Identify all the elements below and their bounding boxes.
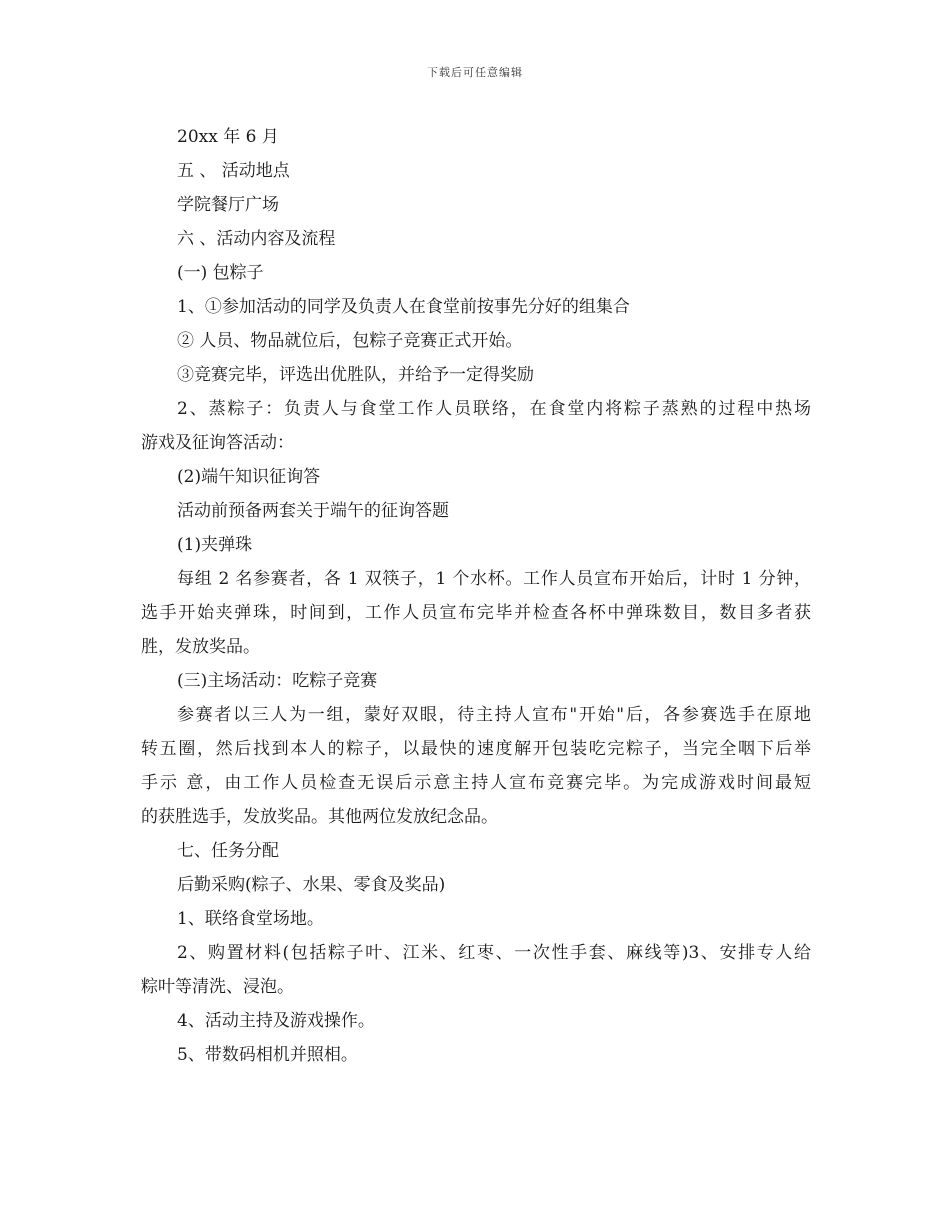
text-line: 选手开始夹弹珠，时间到，工作人员宣布完毕并检查各杯中弹珠数目，数目多者获 [141, 603, 811, 623]
text-line: 参赛者以三人为一组，蒙好双眼，待主持人宣布"开始"后，各参赛选手在原地 [177, 705, 811, 725]
text-line: 胜，发放奖品。 [141, 637, 260, 657]
subheading-marbles: (1)夹弹珠 [177, 535, 253, 555]
subheading-wrap-zongzi: (一) 包粽子 [177, 263, 264, 283]
subheading-main-event: (三)主场活动：吃粽子竞赛 [177, 671, 378, 691]
text-line: ② 人员、物品就位后，包粽子竞赛正式开始。 [177, 331, 523, 351]
text-line: 2、蒸粽子：负责人与食堂工作人员联络，在食堂内将粽子蒸熟的过程中热场 [177, 399, 811, 419]
document-body [141, 120, 811, 1072]
page-header: 下载后可任意编辑 [427, 66, 523, 79]
section-heading-tasks: 七、任务分配 [177, 841, 279, 861]
text-line: 5、带数码相机并照相。 [177, 1045, 358, 1065]
text-line: 游戏及征询答活动： [141, 433, 294, 453]
text-line: 1、联络食堂场地。 [177, 909, 324, 929]
text-line: 1、①参加活动的同学及负责人在食堂前按事先分好的组集合 [177, 297, 630, 317]
text-line: 2、购置材料(包括粽子叶、江米、红枣、一次性手套、麻线等)3、安排专人给 [177, 943, 811, 963]
text-line: 的获胜选手，发放奖品。其他两位发放纪念品。 [141, 807, 498, 827]
text-line: 手示 意，由工作人员检查无误后示意主持人宣布竞赛完毕。为完成游戏时间最短 [141, 773, 811, 793]
text-line: 后勤采购(粽子、水果、零食及奖品) [177, 875, 446, 895]
text-line: ③竞赛完毕，评选出优胜队，并给予一定得奖励 [177, 365, 534, 385]
text-line: 活动前预备两套关于端午的征询答题 [177, 501, 449, 521]
text-line: 每组 2 名参赛者，各 1 双筷子，1 个水杯。工作人员宣布开始后，计时 1 分钟， [177, 569, 811, 589]
section-heading-content: 六 、活动内容及流程 [177, 229, 336, 249]
text-line: 4、活动主持及游戏操作。 [177, 1011, 375, 1031]
section-heading-location: 五 、 活动地点 [177, 161, 290, 181]
text-line: 转五圈，然后找到本人的粽子，以最快的速度解开包装吃完粽子，当完全咽下后举 [141, 739, 811, 759]
subheading-quiz: (2)端午知识征询答 [177, 467, 321, 487]
text-line: 粽叶等清洗、浸泡。 [141, 977, 294, 997]
text-line-date: 20xx 年 6 月 [177, 127, 279, 147]
text-line-location: 学院餐厅广场 [177, 195, 279, 215]
